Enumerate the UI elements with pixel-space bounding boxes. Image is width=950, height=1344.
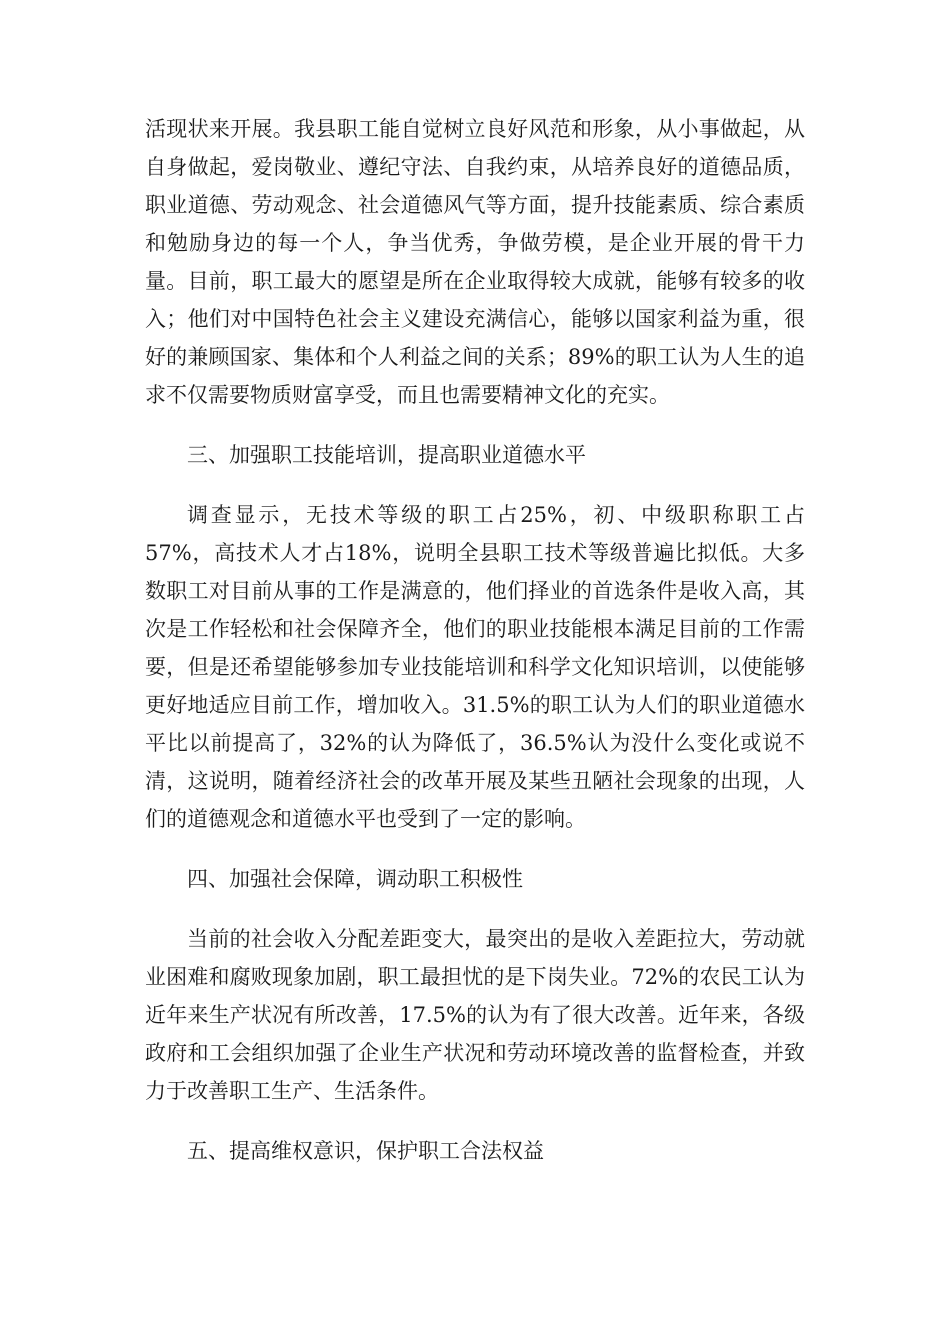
spacer <box>145 898 805 920</box>
paragraph-skills-survey: 调查显示，无技术等级的职工占25%，初、中级职称职工占57%，高技术人才占18%，说明全县职工技术等级普遍比拟低。大多数职工对目前从事的工作是满意的，他们择业的首选条件是收入高，其次是工作轻松和社会保障齐全，他们的职业技能根本满足目前的工作需要，但是还希望能够参加专业技能培训和科学文化知识培训，以使能够更好地适应目前工作，增加收入。31.5%的职工认为人们的职业道德水平比以前提高了，32%的认为降低了，36.5%认为没什么变化或说不清，这说明，随着经济社会的改革开展及某些丑陋社会现象的出现，人们的道德观念和道德水平也受到了一定的影响。 <box>145 503 805 831</box>
spacer <box>145 1110 805 1132</box>
section-heading-4: 四、加强社会保障，调动职工积极性 <box>187 867 523 891</box>
spacer <box>145 474 805 496</box>
paragraph-social-security: 当前的社会收入分配差距变大，最突出的是收入差距拉大，劳动就业困难和腐败现象加剧，职工最担忧的是下岗失业。72%的农民工认为近年来生产状况有所改善，17.5%的认为有了很大改善。近年来，各级政府和工会组织加强了企业生产状况和劳动环境改善的监督检查，并致力于改善职工生产、生活条件。 <box>145 927 805 1103</box>
spacer <box>145 414 805 436</box>
section-heading-5: 五、提高维权意识，保护职工合法权益 <box>187 1139 544 1163</box>
spacer <box>145 838 805 860</box>
section-heading-3: 三、加强职工技能培训，提高职业道德水平 <box>187 443 586 467</box>
paragraph-continuation: 活现状来开展。我县职工能自觉树立良好风范和形象，从小事做起，从自身做起，爱岗敬业、遵纪守法、自我约束，从培养良好的道德品质，职业道德、劳动观念、社会道德风气等方面，提升技能素质、综合素质和勉励身边的每一个人，争当优秀，争做劳模，是企业开展的骨干力量。目前，职工最大的愿望是所在企业取得较大成就，能够有较多的收入；他们对中国特色社会主义建设充满信心，能够以国家利益为重，很好的兼顾国家、集体和个人利益之间的关系；89%的职工认为人生的追求不仅需要物质财富享受，而且也需要精神文化的充实。 <box>145 117 805 407</box>
document-page <box>145 110 805 1170</box>
